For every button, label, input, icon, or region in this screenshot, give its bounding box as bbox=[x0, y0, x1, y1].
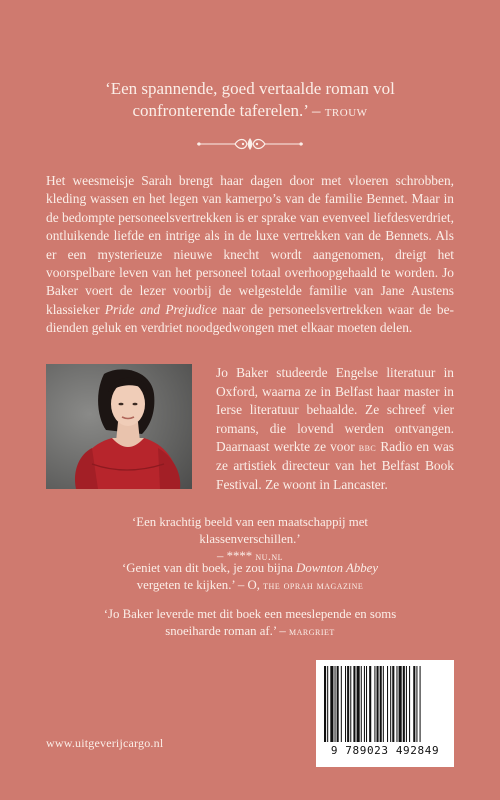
bio-part2: Radio en was ze artistiek directeur van het Belfast Book Festival. Ze woont in Lancaster. bbox=[216, 439, 454, 492]
barcode-bar bbox=[413, 666, 415, 742]
barcode-bar bbox=[396, 666, 397, 742]
barcode-bar bbox=[399, 666, 402, 742]
review-oprah bbox=[90, 560, 410, 595]
barcode-bar bbox=[409, 666, 410, 742]
review-oprah-text-a: ‘Geniet van dit boek, je zou bijna bbox=[121, 561, 293, 575]
barcode bbox=[316, 660, 454, 767]
barcode-bar bbox=[416, 666, 417, 742]
review-oprah-source: the oprah magazine bbox=[263, 580, 364, 592]
top-quote-text: ‘Een spannende, goed vertaalde roman vol confronterende taferelen.’ – bbox=[105, 79, 395, 120]
barcode-bar bbox=[345, 666, 346, 742]
author-portrait-icon bbox=[46, 364, 192, 489]
synopsis-paragraph bbox=[46, 172, 454, 338]
bio-part1: Jo Baker studeerde Engelse literatuur in Oxford, waarna ze in Belfast haar master in Ierse literatuur behaalde. Ze schreef vier romans, die lovend werden ontvangen. Daarnaast werkte ze voor bbox=[216, 365, 454, 455]
top-quote-source: trouw bbox=[324, 103, 368, 120]
barcode-digits: 9 789023 492849 bbox=[330, 744, 440, 757]
synopsis-book-title: Pride and Prejudice bbox=[104, 301, 217, 317]
barcode-bar bbox=[420, 666, 421, 742]
review-margriet bbox=[90, 606, 410, 641]
barcode-bar bbox=[387, 666, 388, 742]
barcode-bar bbox=[335, 666, 336, 742]
synopsis-part2: naar de personeelsvertrekken waar de bedienden geluk en verdriet noodgedwongen met elkaar moeten delen. bbox=[46, 301, 455, 336]
bio-bbc: bbc bbox=[358, 440, 377, 455]
review-nu bbox=[90, 514, 410, 566]
barcode-bar bbox=[347, 666, 349, 742]
barcode-bar bbox=[374, 666, 375, 742]
barcode-bars-icon bbox=[316, 660, 454, 744]
barcode-bar bbox=[380, 666, 382, 742]
barcode-bar bbox=[357, 666, 360, 742]
barcode-bar bbox=[406, 666, 407, 742]
author-photo bbox=[46, 364, 192, 489]
barcode-bar bbox=[403, 666, 405, 742]
top-quote bbox=[70, 78, 430, 123]
barcode-bar bbox=[327, 666, 328, 742]
barcode-bar bbox=[341, 666, 342, 742]
barcode-bar bbox=[350, 666, 351, 742]
review-nu-text: ‘Een krachtig beeld van een maatschappij met klassenverschillen.’ bbox=[132, 515, 368, 546]
barcode-bar bbox=[324, 666, 326, 742]
review-margriet-source: margriet bbox=[289, 626, 335, 638]
ornament-divider-icon bbox=[195, 136, 305, 152]
barcode-bar bbox=[383, 666, 384, 742]
barcode-bar bbox=[330, 666, 333, 742]
review-oprah-italic: Downton Abbey bbox=[296, 561, 378, 575]
barcode-bar bbox=[353, 666, 355, 742]
barcode-bar bbox=[337, 666, 339, 742]
review-nu-source: nu.nl bbox=[255, 551, 283, 563]
barcode-bar bbox=[369, 666, 371, 742]
review-nu-stars: – **** bbox=[216, 549, 253, 563]
barcode-bar bbox=[390, 666, 391, 742]
review-oprah-text-b: vergeten te kijken.’ – O, bbox=[136, 578, 260, 592]
barcode-bar bbox=[361, 666, 362, 742]
review-margriet-text: ‘Jo Baker leverde met dit boek een meeslepende en soms snoeiharde roman af.’ – bbox=[103, 607, 397, 638]
barcode-bar bbox=[366, 666, 367, 742]
synopsis-part1: Het weesmeisje Sarah brengt haar dagen door met vloeren schrobben, kleding wassen en het legen van kamerpo’s van de familie Bennet. Maar in de bedompte personeelsvertrekken is er sprake van evenveel liefdesverdriet, ontluikende liefde en intrige als in de luxe vertrekken van de Bennets. Als er een mysterieuze nieuwe knecht wordt aangenomen, dreigt het voorspelbare leven van het personeel totaal overhoopgehaald te worden. Jo Baker voert de lezer voorbij de welgestelde familie van Jane Austens klassieker bbox=[46, 173, 454, 317]
barcode-bar bbox=[377, 666, 379, 742]
barcode-bar bbox=[364, 666, 365, 742]
publisher-website[interactable]: www.uitgeverijcargo.nl bbox=[46, 736, 164, 750]
author-bio bbox=[216, 364, 454, 494]
barcode-bar bbox=[392, 666, 394, 742]
